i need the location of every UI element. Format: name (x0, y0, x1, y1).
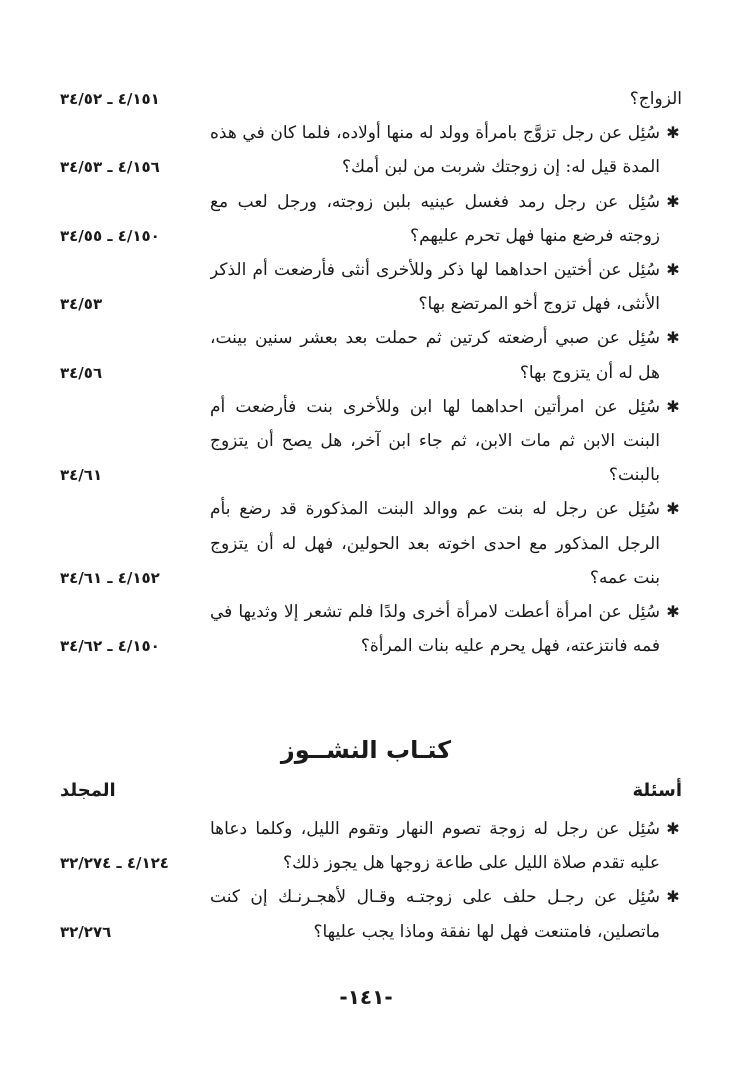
entry-line (60, 253, 682, 287)
question-text: المدة قيل له: إن زوجتك شربت من لبن أمك؟ (341, 157, 660, 177)
question-text: سُئِل عن رجل له بنت عم ووالد البنت المذكورة قد رضع بأم (210, 499, 660, 519)
question-text: سُئِل عن امرأتين احداهما لها ابن وللأخرى بنت فأرضعت أم (210, 397, 660, 417)
section-title: كتـاب النشــوز (280, 736, 452, 764)
entry-line (60, 527, 682, 561)
entry-line (60, 116, 682, 150)
question-text: هل له أن يتزوج بها؟ (519, 363, 660, 383)
question-text: بنت عمه؟ (589, 568, 660, 588)
bullet-icon: ✱ (666, 260, 680, 279)
entry-line (60, 150, 682, 184)
questions-column-header: أسئلة (632, 780, 682, 801)
question-text: سُئِل عن رجل تزوَّج بامرأة وولد له منها أولاده، فلما كان في هذه (210, 123, 660, 143)
question-text: سُئِل عن رجـل حلف على زوجتـه وقـال لأهجـرنـك إن كنت (210, 887, 660, 907)
bullet-icon: ✱ (666, 328, 680, 347)
question-text: الأنثى، فهل تزوج أخو المرتضع بها؟ (418, 294, 660, 314)
question-text: زوجته فرضع منها فهل تحرم عليهم؟ (410, 226, 660, 246)
volume-reference: ٣٢/٢٧٦ (60, 923, 112, 941)
bullet-icon: ✱ (666, 819, 680, 838)
entry-line (60, 287, 682, 321)
bullet-icon: ✱ (666, 887, 680, 906)
volume-reference: ٣٤/٥٦ (60, 364, 103, 382)
question-text: بالبنت؟ (608, 465, 660, 485)
entry-line (60, 424, 682, 458)
question-text: سُئِل عن أختين احداهما لها ذكر وللأخرى أنثى فأرضعت أم الذكر (210, 260, 660, 280)
entry-line (60, 492, 682, 526)
entry-line (60, 629, 682, 663)
question-text: البنت الابن ثم مات الابن، ثم جاء ابن آخر، هل يصح أن يتزوج (210, 431, 660, 451)
entry-line (60, 82, 682, 116)
entry-line (60, 880, 682, 914)
question-text: عليه تقدم صلاة الليل على طاعة زوجها هل يجوز ذلك؟ (283, 853, 660, 873)
bullet-icon: ✱ (666, 123, 680, 142)
entry-line (60, 812, 682, 846)
entry-line (60, 390, 682, 424)
question-text: فمه فانتزعته، فهل يحرم عليه بنات المرأة؟ (360, 636, 660, 656)
entry-line (60, 561, 682, 595)
entry-line (60, 458, 682, 492)
question-text: الزواج؟ (629, 89, 682, 109)
question-text: سُئِل عن رجل له زوجة تصوم النهار وتقوم الليل، وكلما دعاها (210, 819, 660, 839)
entry-line (60, 219, 682, 253)
volume-reference: ٣٤/٦١ (60, 466, 103, 484)
volume-reference: ٤/١٥١ ـ ٣٤/٥٢ (60, 90, 160, 108)
volume-reference: ٤/١٥٢ ـ ٣٤/٦١ (60, 569, 160, 587)
volume-reference: ٤/١٢٤ ـ ٣٢/٢٧٤ (60, 854, 169, 872)
volume-reference: ٣٤/٥٣ (60, 295, 103, 313)
question-text: الرجل المذكور مع احدى اخوته بعد الحولين، فهل له أن يتزوج (210, 534, 660, 554)
bullet-icon: ✱ (666, 602, 680, 621)
question-text: سُئِل عن امرأة أعطت لامرأة أخرى ولدًا فلم تشعر إلا وثديها في (210, 602, 660, 622)
entry-line (60, 356, 682, 390)
bullet-icon: ✱ (666, 499, 680, 518)
question-text: ماتصلين، فامتنعت فهل لها نفقة وماذا يجب عليها؟ (313, 922, 660, 942)
entry-line (60, 846, 682, 880)
volume-column-header: المجلد (60, 780, 116, 801)
volume-reference: ٤/١٥٠ ـ ٣٤/٦٢ (60, 637, 160, 655)
volume-reference: ٤/١٥٦ ـ ٣٤/٥٣ (60, 158, 160, 176)
entry-line (60, 595, 682, 629)
volume-reference: ٤/١٥٠ ـ ٣٤/٥٥ (60, 227, 160, 245)
entry-line (60, 185, 682, 219)
question-text: سُئِل عن صبي أرضعته كرتين ثم حملت بعد بعشر سنين بينت، (210, 328, 660, 348)
bullet-icon: ✱ (666, 397, 680, 416)
entry-line (60, 915, 682, 949)
page-number: -١٤١- (339, 985, 393, 1009)
question-text: سُئِل عن رجل رمد فغسل عينيه بلبن زوجته، ورجل لعب مع (210, 192, 660, 212)
entry-line (60, 321, 682, 355)
bullet-icon: ✱ (666, 192, 680, 211)
